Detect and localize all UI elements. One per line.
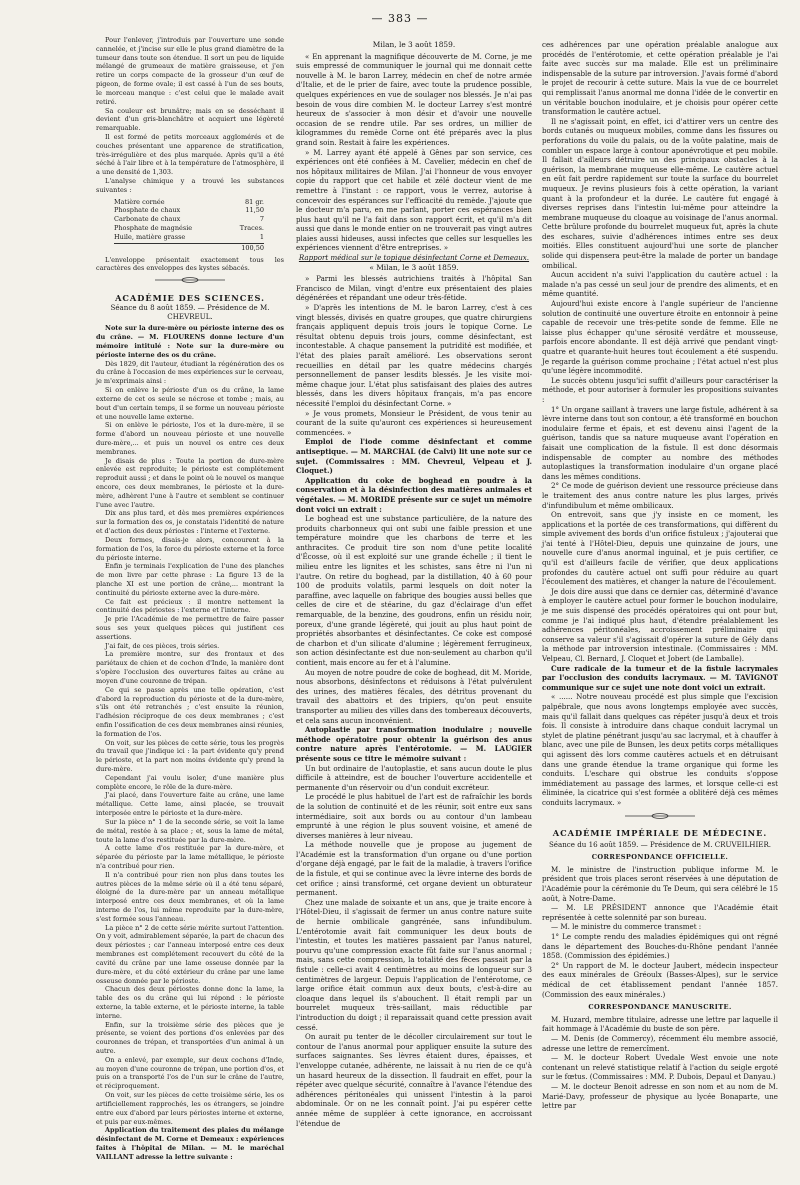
paragraph: Ce fait est précieux : il montre nettement la continuité des périostes : l'externe et l'interne. — [96, 597, 284, 615]
article-heading: Note sur la dure-mère ou périoste interne des os du crâne. — M. FLOURENS donne lecture d'un mémoire intitulé : Note sur la dure-mère ou périoste interne des os du crâne. — [96, 324, 284, 359]
paragraph: La pièce n° 2 de cette série mérite surtout l'attention. On y voit, admirablement séparée, la part de chacun des deux périostes ; car l'anneau interposé entre ces deux membranes est complétement recouvert du côté de la cavité du crâne par une lame osseuse donnée par la dure-mère, et du côté extérieur du crâne par une lame osseuse donnée par le périoste. — [96, 923, 284, 985]
analysis-value: Traces. — [239, 224, 264, 233]
analysis-value: 1 — [259, 232, 264, 241]
paragraph: ces adhérences par une opération préalable analogue aux procédés de l'entérotomie, et cette opération préalable je l'ai faite avec succès sur ma malade. Elle est un préliminaire indispensable de la suture par introversion. J'avais formé d'abord le projet de recourir à cette suture. Mais la vue de ce bourrelet qui remplissait l'anus anormal me donna l'idée de le convertir en un véritable bouchon inodulaire, et je choisis pour opérer cette transformation le cautère actuel. — [542, 40, 778, 117]
paragraph: Pour l'enlever, j'introduis par l'ouverture une sonde cannelée, et j'incise sur elle le plus grand diamètre de la tumeur dans toute son étendue. Il sort un peu de liquide mélangé de grumeaux de matière graisseuse, et j'en retire un corps compacte de la grosseur d'un œuf de pigeon, de forme ovale; il est cassé à l'un de ses bouts, le morceau manque : c'est celui que le malade avait retiré. — [96, 36, 284, 106]
column-right — [542, 40, 778, 1111]
article-heading: Emploi de l'iode comme désinfectant et comme antiseptique. — M. MARCHAL (de Calvi) lit une note sur ce sujet. (Commissaires : MM. Chevreul, Velpeau et J. Cloquet.) — [296, 437, 532, 476]
analysis-name: Matière cornée — [114, 197, 165, 206]
paragraph: J'ai fait, de ces pièces, trois séries. — [105, 641, 220, 650]
paragraph: Il n'a contribué pour rien non plus dans toutes les autres pièces de la même série où il a été tenu séparé, éloigné de la dure-mère par un anneau métallique interposé entre ces deux membranes, et où la lame interne de l'os, lui même reproduite par la dure-mère, s'est formée sous l'anneau. — [96, 870, 284, 923]
article-heading: Application du traitement des plaies du mélange désinfectant de M. Corne et Demeaux : expériences faites à l'hôpital de Milan. — M. le maréchal VAILLANT adresse la lettre suivante : — [96, 1126, 284, 1161]
article-heading: Application du coke de boghead en poudre à la conservation et à la désinfection des matières animales et végétales. — M. MORIDE présente sur ce sujet un mémoire dont voici un extrait : — [296, 475, 532, 514]
paragraph: Aujourd'hui existe encore à l'angle supérieur de l'ancienne solution de continuité une ouverture étroite en entonnoir à peine capable de recevoir une très-petite sonde de femme. Elle ne laisse plus échapper qu'une sérosité verdâtre et mousseuse, parfois encore abondante. Il est déjà arrivé que pendant vingt-quatre et quarante-huit heures tout écoulement a été suspendu. Je regarde la guérison comme prochaine ; l'état actuel n'est plus qu'une légère incommodité. — [542, 299, 778, 376]
paragraph: Enfin, sur la troisième série des pièces que je présente, se voient des portions d'os enlevées par des couronnes de trépan, et transportées d'un animal à un autre. — [96, 1020, 284, 1055]
paragraph: 2° Un rapport de M. le docteur Jaubert, médecin inspecteur des eaux minérales de Gréoulx (Basses-Alpes), sur le service médical de cet établissement pendant l'année 1857. (Commission des eaux minérales.) — [542, 960, 778, 999]
paragraph: Ce qui se passe après une telle opération, c'est d'abord la reproduction du périoste et de la dure-mère, s'ils ont été retranchés ; c'est ensuite la réunion, l'adhésion réciproque de ces deux membranes ; c'est enfin l'ossification de ces deux membranes ainsi réunies, la formation de l'os. — [96, 685, 284, 738]
paragraph: — M. le docteur Robert Uvedale West envoie une note contenant un relevé statistique relatif à l'action du seigle ergoté sur le fœtus. (Commissaires : MM. P. Dubois, Depaul et Danyau.) — [542, 1053, 778, 1082]
ornament-divider — [542, 812, 778, 822]
paragraph: Cependant j'ai voulu isoler, d'une manière plus complète encore, le rôle de la dure-mère. — [96, 773, 284, 791]
page-number: — 383 — — [371, 12, 429, 25]
paragraph: Chez une malade de soixante et un ans, que je traite encore à l'Hôtel-Dieu, il s'agissait de fermer un anus contre nature suite de hernie ombilicale gangrénée, sans infundibulum. L'entérotomie avait fait communiquer les deux bouts de l'intestin, et toutes les matières passaient par l'anus naturel, pourvu qu'une compression exacte fût faite sur l'anus anormal ; mais, sans cette compression, la totalité des fèces passait par la fistule : celle-ci avait 4 centimètres au moins de longueur sur 3 centimètres de largeur. Depuis l'application de l'entérotome, ce large orifice était commun aux deux bouts, c'est-à-dire au cloaque dans lequel ils s'abouchent. Il était rempli par un bourrelet muqueux très-saillant, mais réductible par l'introduction du doigt ; il reparaissait quand cette pression avait cessé. — [296, 897, 532, 1032]
paragraph: » M. Larrey ayant été appelé à Gênes par son service, ces expériences ont été confiées à M. Cavelier, médecin en chef de nos hôpitaux militaires de Milan. J'ai l'honneur de vous envoyer copie du rapport que cet habile et zélé docteur vient de me remettre à l'instant : ce rapport, vous le verrez, autorise à concevoir des espérances sur l'efficacité du remède. J'ajoute que le docteur m'a paru, en me parlant, porter ces espérances bien plus haut qu'il ne l'a fait dans son rapport écrit, et qu'il m'a dit aussi que dans le monde entier on ne trouverait pas vingt autres plaies aussi hideuses, aussi infectes que celles sur lesquelles les expériences viennent d'être entreprises. » — [296, 147, 532, 253]
paragraph: Sur la pièce n° 1 de la seconde série, se voit la lame de métal, restée à sa place ; et, sous la lame de métal, toute la lame d'os restituée par la dure-mère. — [96, 817, 284, 844]
section-title: ACADÉMIE IMPÉRIALE DE MÉDECINE. — [552, 828, 768, 839]
analysis-name: Phosphate de magnésie — [114, 224, 193, 233]
paragraph: — M. le ministre du commerce transmet : — [551, 922, 702, 932]
analysis-value: 11,50 — [245, 206, 264, 215]
analysis-row — [114, 206, 264, 215]
paragraph: Sa couleur est brunâtre; mais en se desséchant il devient d'un gris-blanchâtre et acquiert une légèreté remarquable. — [96, 106, 284, 133]
ornament-divider — [96, 277, 284, 286]
paragraph: La première montre, sur des frontaux et des pariétaux de chien et de cochon d'Inde, la manière dont s'opère l'occlusion des ouvertures faites au crâne au moyen d'une couronne de trépan. — [96, 650, 284, 685]
paragraph: L'analyse chimique y a trouvé les substances suivantes : — [96, 177, 284, 194]
paragraph: » Je vous promets, Monsieur le Président, de vous tenir au courant de la suite qu'auront ces expériences si heureusement commencées. » — [296, 408, 532, 437]
paragraph: M. Huzard, membre titulaire, adresse une lettre par laquelle il fait hommage à l'Académie du buste de son père. — [542, 1014, 778, 1034]
paragraph: Le boghead est une substance particulière, de la nature des produits charbonneux qui ont subi une faible pression et une température moindre que les charbons de terre et les anthracites. Ce produit tire son nom d'une petite localité d'Écosse, où il est exploité sur une grande échelle ; il tient le milieu entre les lignites et les schistes, sans être ni l'un ni l'autre. On retire du boghead, par la distillation, 40 à 60 pour 100 de produits volatils, parmi lesquels on doit noter la paraffine, avec laquelle on fabrique des bougies aussi belles que celles de cire et de stéarine, du gaz d'éclairage d'un effet remarquable, de la benzine, des goudrons, enfin un résidu noir, poreux, d'une grande légèreté, qui jouit au plus haut point de propriétés absorbantes et désinfectantes. Ce coke est composé de charbon et d'un silicate d'alumine ; légèrement ferrugineux, son action désinfectante est due non-seulement au charbon qu'il contient, mais encore au fer et à l'alumine. — [296, 514, 532, 667]
analysis-name: Carbonate de chaux — [114, 215, 181, 224]
analysis-row — [114, 198, 264, 207]
paragraph: Un but ordinaire de l'autoplastie, et sans aucun doute le plus difficile à atteindre, est de boucher l'ouverture accidentelle et permanente d'un réservoir ou d'un conduit excréteur. — [296, 763, 532, 792]
analysis-value: 7 — [259, 215, 264, 224]
column-left — [96, 36, 284, 1162]
paragraph: M. le ministre de l'instruction publique informe M. le président que trois places seront réservées à une députation de l'Académie pour la cérémonie du Te Deum, qui sera célébré le 15 août, à Notre-Dame. — [542, 864, 778, 903]
paragraph: — M. Denis (de Commercy), récemment élu membre associé, adresse une lettre de remercîment. — [542, 1033, 778, 1053]
analysis-row — [114, 233, 264, 242]
analysis-value: 81 gr. — [245, 197, 264, 206]
section-subtitle: Séance du 16 août 1859. — Présidence de M. CRUVEILHIER. — [548, 839, 772, 849]
dateline: « Milan, le 3 août 1859. — [369, 262, 459, 272]
paragraph: On voit, sur les pièces de cette série, tous les progrès du travail que j'indique ici : la part évidente qu'y prend le périoste, et la part non moins évidente qu'y prend la dure-mère. — [96, 738, 284, 773]
paragraph: Si on enlève le périoste d'un os du crâne, la lame externe de cet os seule se nécrose et tombe ; mais, au bout d'un certain temps, il se forme un nouveau périoste et une nouvelle lame externe. — [96, 386, 284, 421]
analysis-name: Huile, matière grasse — [114, 232, 186, 241]
paragraph: Deux formes, disais-je alors, concourent à la formation de l'os, la force du périoste externe et la force du périoste interne. — [96, 535, 284, 562]
report-title: Rapport médical sur le topique désinfectant Corne et Demeaux. — [298, 253, 530, 263]
subsection-title: CORRESPONDANCE OFFICIELLE. — [591, 853, 729, 862]
analysis-name: Phosphate de chaux — [114, 206, 181, 215]
paragraph: Je dois dire aussi que dans ce dernier cas, déterminé d'avance à employer le cautère actuel pour former le bouchon inodulaire, je me suis dispensé des procédés opératoires qui ont pour but, comme je l'ai indiqué plus haut, d'étendre préalablement les adhérences péritonéales, accroissement préliminaire qui conserve sa valeur s'il s'agissait d'opérer la suture de Gély dans la méthode par introversion intestinale. (Commissaires : MM. Velpeau, Cl. Bernard, J. Cloquet et Jobert (de Lamballe). — [542, 586, 778, 663]
paragraph: Il est formé de petits morceaux agglomérés et de couches présentant une apparence de stratification, très-irrégulière et des plus marquée. Après qu'il a été séché à l'air libre et à la température de l'atmosphère, il a une densité de 1,303. — [96, 132, 284, 177]
paragraph: « ...... Notre nouveau procédé est plus simple que l'excision palpébrale, que nous avons longtemps employée avec succès, mais qu'il fallait dans quelques cas répéter jusqu'à deux et trois fois. Il consiste à introduire dans chaque conduit lacrymal un stylet de platine pénétrant jusqu'au sac lacrymal, et à chauffer à blanc, avec une pile de Bunsen, les deux petits corps métalliques qui agissent dès lors comme cautères actuels et en détruisant dans une grande étendue la trame organique qui forme les conduits. L'eschare qui obstrue les conduits s'oppose immédiatement au passage des larmes, et lorsque celle-ci est éliminée, la cicatrice qui s'est formée a oblitéré déjà ces mêmes conduits lacrymaux. » — [542, 692, 778, 807]
paragraph: J'ai placé, dans l'ouverture faite au crâne, une lame métallique. Cette lame, ainsi placée, se trouvait interposée entre le périoste et la dure-mère. — [96, 791, 284, 818]
paragraph: « En apprenant la magnifique découverte de M. Corne, je me suis empressé de communiquer le journal qui me donnait cette nouvelle à M. le baron Larrey, médecin en chef de notre armée d'Italie, et de le prier de faire, avec toute la prudence possible, quelques expériences en vue de soulager nos blessés. Je n'ai pas besoin de vous dire combien M. le docteur Larrey s'est montré heureux de s'associer à mon désir et d'avoir une nouvelle occasion de se rendre utile. Par ses ordres, un millier de kilogrammes du remède Corne ont été préparés avec la plus grand soin. Restait à faire les expériences. — [296, 51, 532, 147]
paragraph: Aucun accident n'a suivi l'application du cautère actuel : la malade n'a pas cessé un seul jour de prendre des aliments, et en même quantité. — [542, 270, 778, 299]
paragraph: On a enlevé, par exemple, sur deux cochons d'Inde, au moyen d'une couronne de trépan, une portion d'os, et puis on a transporté l'os de l'un sur le crâne de l'autre, et réciproquement. — [96, 1055, 284, 1091]
paragraph: L'enveloppe présentait exactement tous les caractères des enveloppes des kystes sébacés. — [96, 255, 284, 273]
paragraph: On voit, sur les pièces de cette troisième série, les os artificiellement rapprochés, les os étrangers, se joindre entre eux d'abord par leurs périostes interne et externe, et puis par eux-mêmes. — [96, 1091, 284, 1126]
paragraph: Le succès obtenu jusqu'ici suffit d'ailleurs pour caractériser la méthode, et pour autoriser à formuler les propositions suivantes : — [542, 375, 778, 404]
paragraph: — M. le docteur Benoit adresse en son nom et au nom de M. Marié-Davy, professeur de physique au lycée Bonaparte, une lettre par — [542, 1081, 778, 1111]
subsection-title: CORRESPONDANCE MANUSCRITE. — [588, 1003, 732, 1012]
analysis-total-row — [114, 243, 264, 253]
paragraph: La méthode nouvelle que je propose au jugement de l'Académie est la transformation d'un organe ou d'une portion d'organe déjà engagé, par le fait de la maladie, à travers l'orifice de la fistule, et qui se continue avec la lèvre interne des bords de cet orifice ; ainsi transformé, cet organe devient un obturateur permanent. — [296, 840, 532, 898]
paragraph: Il ne s'agissait point, en effet, ici d'attirer vers un centre des bords cutanés ou muqueux mobiles, comme dans les fissures ou perforations du voile du palais, ou de la voûte palatine, mais de combler un espace large à contour aponévrotique et peu mobile. Il fallait d'ailleurs détruire un des principaux obstacles à la guérison, la membrane muqueuse elle-même. Le cautère actuel en eût fait perdre rapidement sur toute la surface du bourrelet muqueux. Je revins plusieurs fois à cette opération, la variant quant à la profondeur et la durée. Le cautère fut engagé à diverses reprises dans l'intestin lui-même pour atteindre la membrane muqueuse du cloaque au voisinage de l'anus anormal. Cette brûlure profonde du bourrelet muqueux fut, après la chute des eschares, suivie d'adhérences intimes entre ses deux moitiés. Elles constituent aujourd'hui une sorte de plancher solide qui dispensera peut-être la malade de porter un bandage ombilical. — [542, 116, 778, 270]
paragraph: Au moyen de notre poudre de coke de boghead, dit M. Moride, nous absorbons, désinfectons et réduisons à l'état pulvérulent des urines, des matières fécales, des détritus provenant du travail des abattoirs et des tripiers, qu'on peut ensuite transporter au milieu des villes dans des tombereaux découverts, et cela sans aucun inconvénient. — [296, 667, 532, 725]
paragraph: » Parmi les blessés autrichiens traités à l'hôpital San Francisco de Milan, vingt d'entre eux présentaient des plaies dégénérées et répandant une odeur très-fétide. — [296, 274, 532, 303]
paragraph: Je prie l'Académie de me permettre de faire passer sous ses yeux quelques pièces qui justifient ces assertions. — [96, 615, 284, 641]
section-subtitle: Séance du 8 août 1859. — Présidence de M. CHEVREUL. — [110, 302, 270, 321]
analysis-table — [114, 198, 264, 253]
paragraph: On entrevoit, sans que j'y insiste en ce moment, les applications et la portée de ces transformations, qui diffèrent du simple avivement des bords d'un orifice fistuleux ; j'ajouterai que j'ai tenté à l'Hôtel-Dieu, depuis une quinzaine de jours, une nouvelle cure d'anus anormal inguinal, et je puis certifier, ce qu'il est d'ailleurs facile de vérifier, que deux applications profondes du cautère actuel ont suffi pour réduire au quart l'écoulement des matières, et changer la nature de l'écoulement. — [542, 510, 778, 587]
paragraph: Je disais de plus : Toute la portion de dure-mère enlevée est reproduite; le périoste est complétement reproduit aussi ; et dans le point où le nouvel os manque encore, ces deux membranes, le périoste et la dure-mère, adhèrent l'une à l'autre et semblent se continuer l'une avec l'autre. — [96, 456, 284, 509]
paragraph: Enfin je terminais l'explication de l'une des planches de mon livre par cette phrase : La figure 13 de la planche XI est une portion de crâne,... montrant la continuité du périoste externe avec la dure-mère. — [96, 562, 284, 597]
paragraph: Dix ans plus tard, et dès mes premières expériences sur la formation des os, je constatais l'identité de nature et d'action des deux périostes : l'interne et l'externe. — [96, 509, 284, 536]
article-heading: Autoplastie par transformation inodulaire ; nouvelle méthode opératoire pour obtenir la guérison des anus contre nature après l'entérotomie. — M. LAUGIER présente sous ce titre le mémoire suivant : — [296, 725, 532, 763]
paragraph: — M. LE PRÉSIDENT annonce que l'Académie était représentée à cette solennité par son bureau. — [542, 903, 778, 922]
analysis-row — [114, 215, 264, 224]
paragraph: 1° Un organe saillant à travers une large fistule, adhérent à sa lèvre interne dans tout son contour, a été transformé en bouchon inodulaire ferme et épais, et est devenu ainsi l'agent de la guérison, tandis que sa nature muqueuse avant l'opération en faisait une complication de la fistule. Il est donc désormais indispensable de compter au nombre des méthodes autoplastiques la transformation inodulaire d'un organe placé dans les mêmes conditions. — [542, 404, 778, 481]
article-heading: Cure radicale de la tumeur et de la fistule lacrymales par l'occlusion des conduits lacrymaux. — M. TAVIGNOT communique sur ce sujet une note dont voici un extrait. — [542, 663, 778, 692]
section-title: ACADÉMIE DES SCIENCES. — [115, 292, 265, 303]
paragraph: » D'après les intentions de M. le baron Larrey, c'est à ces vingt blessés, divisés en quatre groupes, que quatre chirurgiens français appliquent depuis trois jours le topique Corne. Le résultat obtenu depuis trois jours, comme désinfectant, est incontestable. A chaque pansement la putridité est modifiée, et l'état des plaies paraît amélioré. Les observations seront recueillies en détail par les quatre médecins chargés personnellement de panser lesdits blessés. Je les visite moi-même chaque jour. L'état plus satisfaisant des plaies des autres blessés, dans les divers hôpitaux français, m'a pas encore nécessité l'emploi du désinfectant Corne. » — [296, 303, 532, 408]
analysis-row — [114, 224, 264, 233]
column-middle — [296, 40, 532, 1128]
paragraph: A cette lame d'os restituée par la dure-mère, et séparée du périoste par la lame métallique, le périoste n'a contribué pour rien. — [96, 844, 284, 870]
paragraph: Dès 1829, dit l'auteur, étudiant la régénération des os du crâne à l'occasion de mes expériences sur le cerveau, je m'exprimais ainsi : — [96, 359, 284, 386]
paragraph: 1° Le compte rendu des maladies épidémiques qui ont régné dans le département des Bouches-du-Rhône pendant l'année 1858. (Commission des épidémies.) — [542, 932, 778, 961]
analysis-total: 100,50 — [241, 243, 264, 252]
paragraph: Le procédé le plus habituel de l'art est de rafraîchir les bords de la solution de continuité et de les réunir, soit entre eux sans intermédiaire, soit aux bords ou au contour d'un lambeau emprunté à une région le plus souvent voisine, et amené de diverses manières à leur niveau. — [296, 792, 532, 840]
dateline: Milan, le 3 août 1859. — [372, 40, 456, 49]
paragraph: 2° Ce mode de guérison devient une ressource précieuse dans le traitement des anus contre nature les plus larges, privés d'infundibulum et même ombilicaux. — [542, 481, 778, 510]
paragraph: Chacun des deux périostes donne donc la lame, la table des os du crâne qui lui répond : le périoste externe, la table externe, et le périoste interne, la table interne. — [96, 985, 284, 1020]
paragraph: Si on enlève le périoste, l'os et la dure-mère, il se forme d'abord un nouveau périoste et une nouvelle dure-mère,... et puis un nouvel os entre ces deux membranes. — [96, 421, 284, 456]
paragraph: On aurait pu tenter de le décoller circulairement sur tout le contour de l'anus anormal pour appliquer ensuite la suture des surfaces saignantes. Ses lèvres étaient dures, épaisses, et l'enveloppe cutanée, adhérente, ne laissait à nu rien de ce qu'à un hasard heureux de la dissection. Il faudrait en effet, pour la répéter avec quelque sécurité, connaître à l'avance l'étendue des adhérences péritonéales qui unissent l'intestin à la paroi abdominale. Or on ne les connaît point. J'ai pu espérer cette année même de suppléer à cette ignorance, en accroissant l'étendue de — [296, 1032, 532, 1128]
